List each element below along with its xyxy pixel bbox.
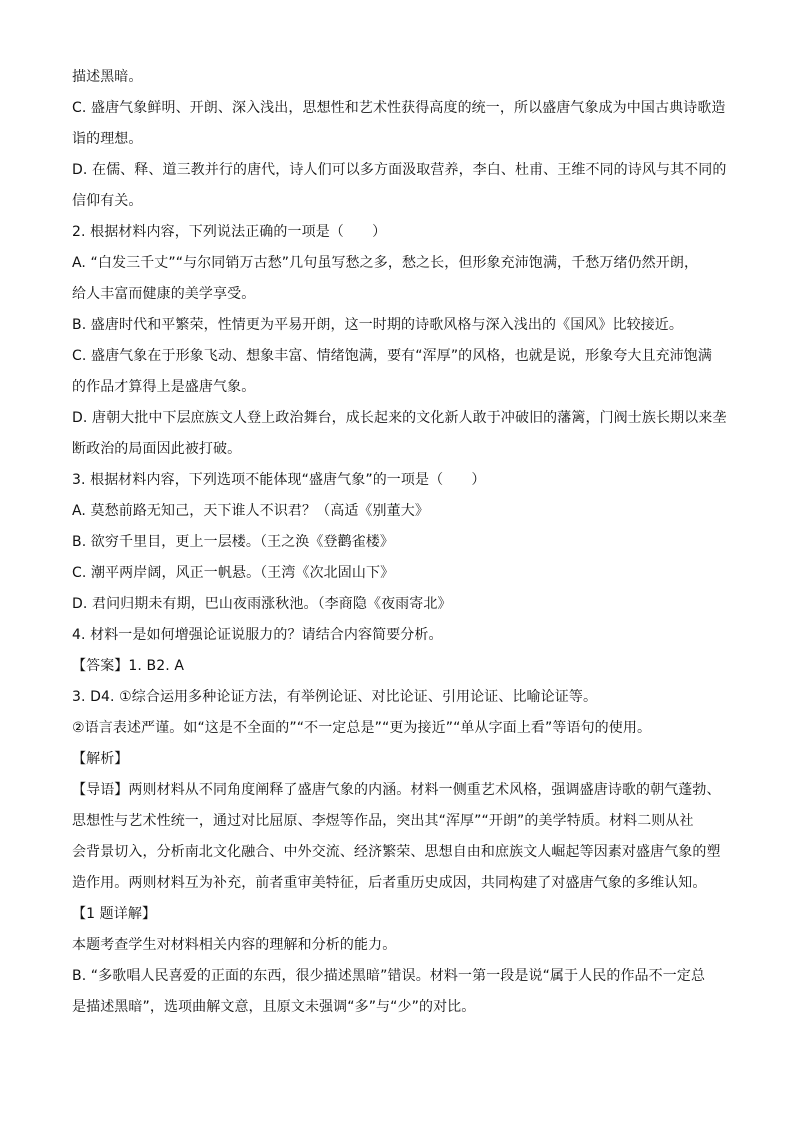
q3-option-c: C. 潮平两岸阔，风正一帆悬。（王湾《次北固山下》 <box>72 565 395 581</box>
q2-option-d-line-1: D. 唐朝大批中下层庶族文人登上政治舞台，成长起来的文化新人敢于冲破旧的藩篱，门阀士族长期以来垄 <box>72 410 727 426</box>
intro-line-4: 造作用。两则材料互为补充，前者重审美特征，后者重历史成因，共同构建了对盛唐气象的多维认知。 <box>72 875 707 891</box>
answer-line-2: ②语言表述严谨。如“这是不全面的”“不一定总是”“更为接近”“单从字面上看”等语句的使用。 <box>72 720 652 736</box>
intro-line-3: 会背景切入，分析南北文化融合、中外交流、经济繁荣、思想自由和庶族文人崛起等因素对盛唐气象的塑 <box>72 844 721 860</box>
q2-option-c-line-1: C. 盛唐气象在于形象飞动、想象丰富、情绪饱满，要有“浑厚”的风格，也就是说，形象夸大且充沛饱满 <box>72 348 712 364</box>
answer-heading: 【答案】1. B2. A <box>72 658 184 674</box>
analysis-heading: 【解析】 <box>72 751 129 767</box>
question-2: 2. 根据材料内容，下列说法正确的一项是（ ） <box>72 224 387 240</box>
option-d-line-2: 信仰有关。 <box>72 193 143 209</box>
answer-line-1: 3. D4. ①综合运用多种论证方法，有举例论证、对比论证、引用论证、比喻论证等。 <box>72 689 598 705</box>
intro-line-2: 思想性与艺术性统一，通过对比屈原、李煜等作品，突出其“浑厚”“开朗”的美学特质。材料二则从社 <box>72 813 694 829</box>
q1-detail-b-line-1: B. “多歌唱人民喜爱的正面的东西，很少描述黑暗”错误。材料一第一段是说“属于人民的作品不一定总 <box>72 968 706 984</box>
q2-option-a-line-1: A. “白发三千丈”“与尔同销万古愁”几句虽写愁之多，愁之长，但形象充沛饱满，千愁万绪仍然开朗， <box>72 255 699 271</box>
q1-detail-b-line-2: 是描述黑暗”，选项曲解文意，且原文未强调“多”与“少”的对比。 <box>72 999 476 1015</box>
intro-line-1: 【导语】两则材料从不同角度阐释了盛唐气象的内涵。材料一侧重艺术风格，强调盛唐诗歌的朝气蓬勃、 <box>72 782 721 798</box>
option-c-line-2: 诣的理想。 <box>72 131 143 147</box>
question-4: 4. 材料一是如何增强论证说服力的？请结合内容简要分析。 <box>72 627 443 643</box>
q2-option-a-line-2: 给人丰富而健康的美学享受。 <box>72 286 256 302</box>
q2-option-d-line-2: 断政治的局面因此被打破。 <box>72 441 242 457</box>
q1-detail-text: 本题考查学生对材料相关内容的理解和分析的能力。 <box>72 937 397 953</box>
document-page <box>72 62 727 1023</box>
q3-option-a: A. 莫愁前路无知己，天下谁人不识君？（高适《别董大》 <box>72 503 429 519</box>
q3-option-d: D. 君问归期未有期，巴山夜雨涨秋池。（李商隐《夜雨寄北》 <box>72 596 452 612</box>
q2-option-b: B. 盛唐时代和平繁荣，性情更为平易开朗，这一时期的诗歌风格与深入浅出的《国风》比较接近。 <box>72 317 684 333</box>
text-line: 描述黑暗。 <box>72 69 143 85</box>
question-3: 3. 根据材料内容，下列选项不能体现“盛唐气象”的一项是（ ） <box>72 472 486 488</box>
option-c-line-1: C. 盛唐气象鲜明、开朗、深入浅出，思想性和艺术性获得高度的统一，所以盛唐气象成为中国古典诗歌造 <box>72 100 726 116</box>
q3-option-b: B. 欲穷千里目，更上一层楼。（王之涣《登鹳雀楼》 <box>72 534 395 550</box>
q1-detail-heading: 【1 题详解】 <box>72 906 157 922</box>
q2-option-c-line-2: 的作品才算得上是盛唐气象。 <box>72 379 256 395</box>
option-d-line-1: D. 在儒、释、道三教并行的唐代，诗人们可以多方面汲取营养，李白、杜甫、王维不同的诗风与其不同的 <box>72 162 727 178</box>
